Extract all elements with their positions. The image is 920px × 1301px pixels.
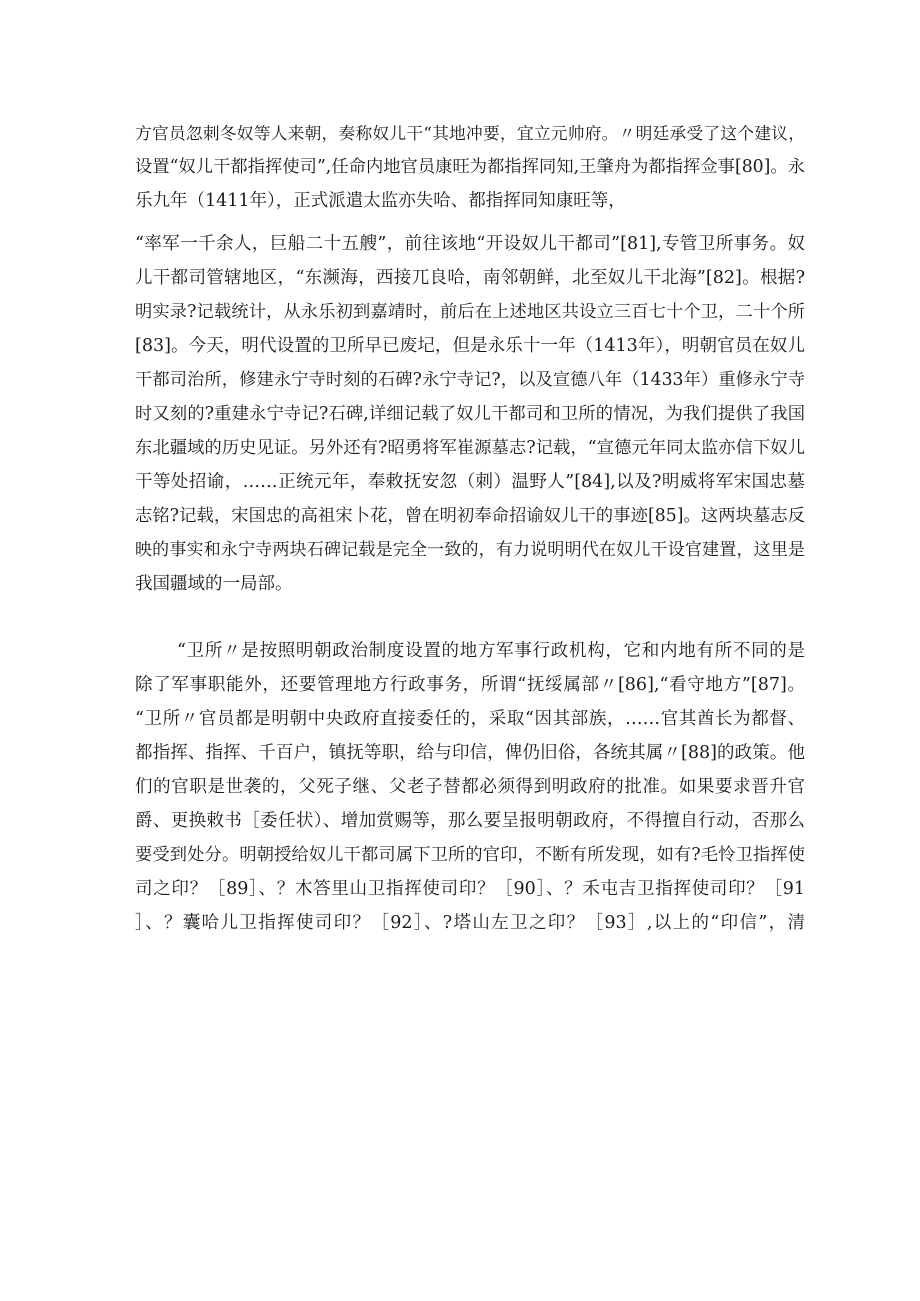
text-line: 乐九年（1411年），正式派遣太监亦失哈、都指挥同知康旺等， bbox=[135, 191, 626, 211]
paragraph-first-line: “卫所〃是按照明朝政治制度设置的地方军事行政机构，它和内地有所不同的是 bbox=[177, 641, 805, 661]
text-line: ］、？囊哈儿卫指挥使司印？［92］、?塔山左卫之印？［93］,以上的“印信”，清 bbox=[135, 913, 805, 933]
text-line: 除了军事职能外，还要管理地方行政事务，所谓“抚绥属部〃[86],“看守地方”[87]。 bbox=[135, 675, 805, 695]
text-line: 干都司治所，修建永宁寺时刻的石碑?永宁寺记?，以及宣德八年（1433年）重修永宁寺 bbox=[135, 370, 805, 390]
text-line: 都指挥、指挥、千百户，镇抚等职，给与印信，俾仍旧俗，各统其属〃[88]的政策。他 bbox=[135, 743, 805, 763]
text-line: 东北疆域的历史见证。另外还有?昭勇将军崔源墓志?记载，“宣德元年同太监亦信下奴儿 bbox=[135, 438, 805, 458]
text-line: 要受到处分。明朝授给奴儿干都司属下卫所的官印，不断有所发现，如有?毛怜卫指挥使 bbox=[135, 845, 805, 865]
text-line: 们的官职是世袭的，父死子继、父老子替都必须得到明政府的批准。如果要求晋升官 bbox=[135, 777, 805, 797]
text-line: 干等处招谕，……正统元年，奉敕抚安忽（刺）温野人”[84],以及?明威将军宋国忠墓 bbox=[135, 472, 805, 492]
text-line: 爵、更换敕书［委任状）、增加赏赐等，那么要呈报明朝政府，不得擅自行动，否那么 bbox=[135, 811, 805, 831]
text-line: 方官员忽刺冬奴等人来朝，奏称奴儿干“其地冲要，宜立元帅府。〃明廷承受了这个建议， bbox=[135, 123, 805, 143]
text-line: 明实录?记载统计，从永乐初到嘉靖时，前后在上述地区共设立三百七十个卫，二十个所 bbox=[135, 302, 805, 322]
text-line: 时又刻的?重建永宁寺记?石碑,详细记载了奴儿干都司和卫所的情况，为我们提供了我国 bbox=[135, 404, 805, 424]
text-line: 志铭?记载，宋国忠的高祖宋卜花，曾在明初奉命招谕奴儿干的事迹[85]。这两块墓志反 bbox=[135, 506, 805, 526]
text-line: 映的事实和永宁寺两块石碑记载是完全一致的，有力说明明代在奴儿干设官建置，这里是 bbox=[135, 540, 805, 560]
text-line: 我国疆域的一局部。 bbox=[135, 574, 293, 594]
text-line: 司之印？［89］、？木答里山卫指挥使司印？［90］、？禾屯吉卫指挥使司印？［91 bbox=[135, 879, 805, 899]
text-line: 设置“奴儿干都指挥使司”,任命内地官员康旺为都指挥同知,王肇舟为都指挥佥事[80]。永 bbox=[135, 157, 805, 177]
text-line: 儿干都司管辖地区，“东濒海，西接兀良哈，南邻朝鲜，北至奴儿干北海”[82]。根据? bbox=[135, 268, 805, 288]
text-line: [83]。今天，明代设置的卫所早已废圮，但是永乐十一年（1413年），明朝官员在奴儿 bbox=[135, 336, 805, 356]
text-line: “率军一千余人，巨船二十五艘”，前往该地“开设奴儿干都司”[81],专管卫所事务。奴 bbox=[135, 234, 805, 254]
text-line: “卫所〃官员都是明朝中央政府直接委任的，采取“因其部族，……官其酋长为都督、 bbox=[135, 709, 805, 729]
